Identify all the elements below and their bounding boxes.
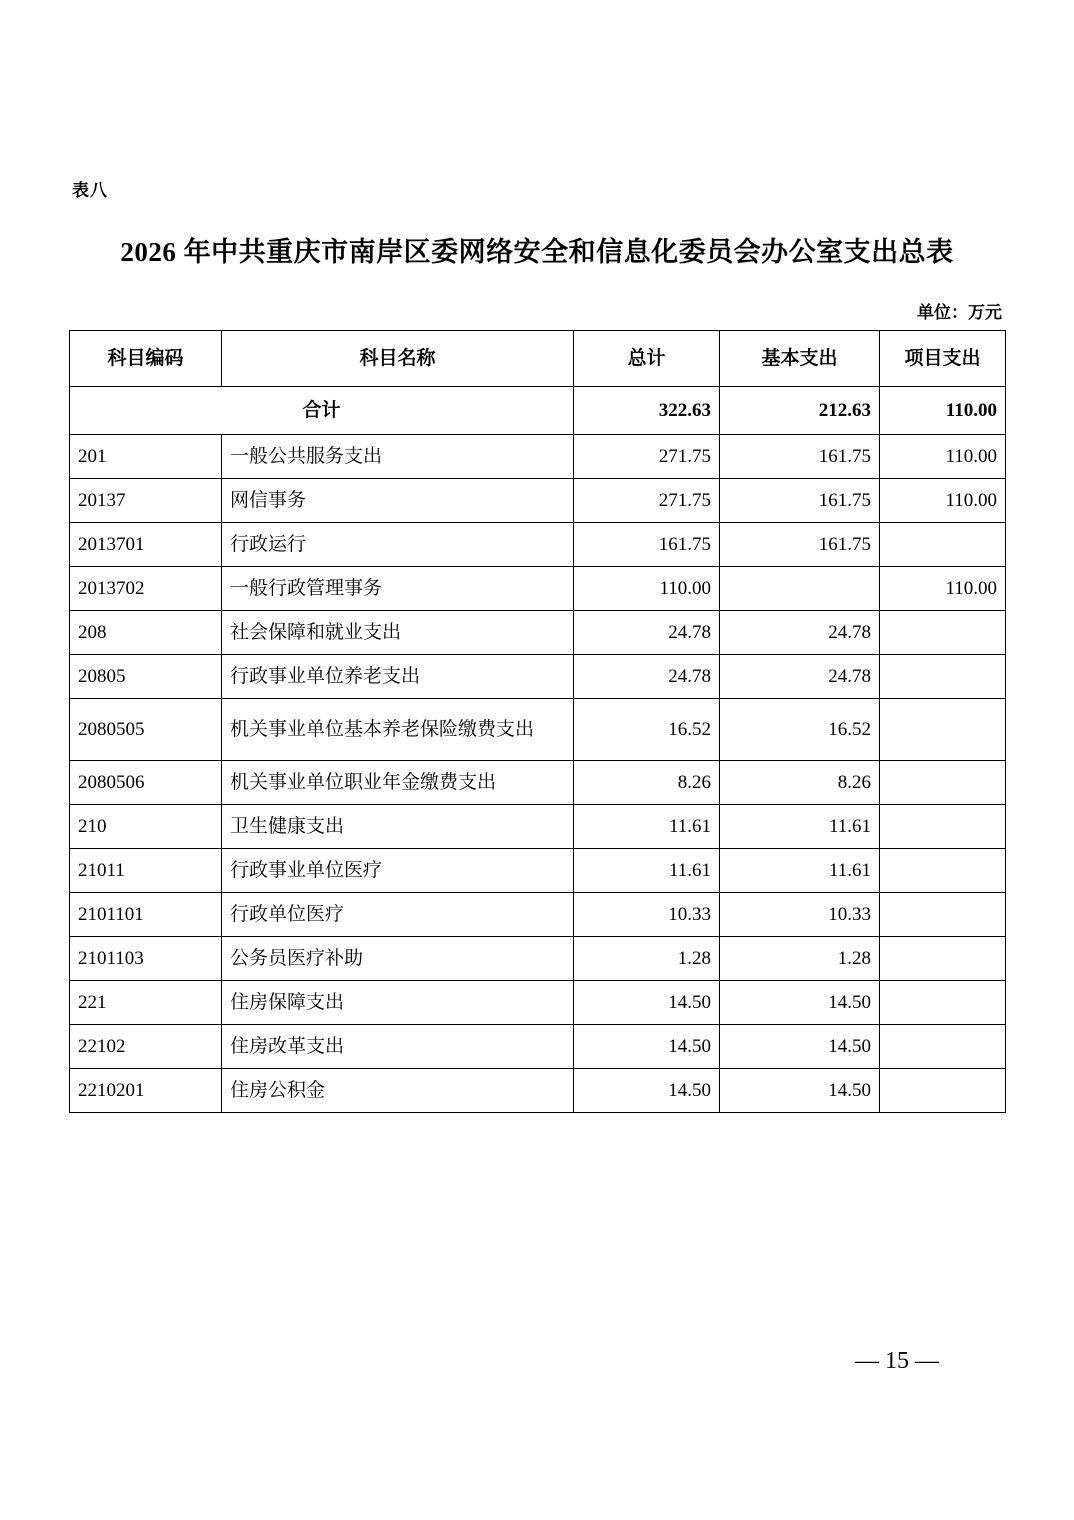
cell-basic: 16.52	[720, 699, 880, 761]
table-row	[70, 479, 1006, 523]
cell-name: 社会保障和就业支出	[222, 611, 574, 655]
table-row	[70, 761, 1006, 805]
cell-name: 行政事业单位养老支出	[222, 655, 574, 699]
table-row	[70, 655, 1006, 699]
cell-code: 2101101	[70, 893, 222, 937]
cell-project	[880, 655, 1006, 699]
cell-name: 行政事业单位医疗	[222, 849, 574, 893]
cell-code: 201	[70, 435, 222, 479]
table-row	[70, 893, 1006, 937]
cell-basic: 14.50	[720, 1069, 880, 1113]
cell-total: 14.50	[574, 1025, 720, 1069]
budget-expenditure-table	[69, 330, 1006, 1113]
cell-project: 110.00	[880, 567, 1006, 611]
cell-name: 行政运行	[222, 523, 574, 567]
cell-project	[880, 893, 1006, 937]
table-row	[70, 1069, 1006, 1113]
table-row	[70, 981, 1006, 1025]
total-row-label: 合计	[70, 387, 574, 435]
table-row	[70, 523, 1006, 567]
page-title: 2026 年中共重庆市南岸区委网络安全和信息化委员会办公室支出总表	[120, 237, 954, 267]
cell-basic: 161.75	[720, 479, 880, 523]
cell-code: 21011	[70, 849, 222, 893]
cell-code: 221	[70, 981, 222, 1025]
table-row	[70, 435, 1006, 479]
cell-code: 2013702	[70, 567, 222, 611]
cell-total: 24.78	[574, 611, 720, 655]
cell-project	[880, 937, 1006, 981]
cell-project	[880, 699, 1006, 761]
table-header-row	[70, 331, 1006, 387]
table-row	[70, 699, 1006, 761]
cell-project	[880, 805, 1006, 849]
cell-basic: 11.61	[720, 805, 880, 849]
cell-total: 24.78	[574, 655, 720, 699]
cell-name: 机关事业单位基本养老保险缴费支出	[222, 699, 574, 761]
cell-project	[880, 761, 1006, 805]
cell-total: 11.61	[574, 849, 720, 893]
table-row	[70, 567, 1006, 611]
cell-code: 208	[70, 611, 222, 655]
table-row	[70, 937, 1006, 981]
cell-basic: 161.75	[720, 435, 880, 479]
cell-name: 机关事业单位职业年金缴费支出	[222, 761, 574, 805]
cell-code: 2013701	[70, 523, 222, 567]
cell-project	[880, 1025, 1006, 1069]
cell-code: 2210201	[70, 1069, 222, 1113]
table-row	[70, 805, 1006, 849]
cell-project	[880, 981, 1006, 1025]
cell-basic: 24.78	[720, 611, 880, 655]
cell-project: 110.00	[880, 435, 1006, 479]
cell-name: 一般行政管理事务	[222, 567, 574, 611]
cell-project	[880, 523, 1006, 567]
cell-project	[880, 1069, 1006, 1113]
cell-code: 2101103	[70, 937, 222, 981]
table-body	[70, 387, 1006, 1113]
table-row	[70, 611, 1006, 655]
column-header-code: 科目编码	[70, 331, 222, 387]
cell-name: 住房公积金	[222, 1069, 574, 1113]
unit-note: 单位：万元	[917, 303, 1002, 322]
cell-basic	[720, 567, 880, 611]
cell-name: 网信事务	[222, 479, 574, 523]
column-header-total: 总计	[574, 331, 720, 387]
column-header-name: 科目名称	[222, 331, 574, 387]
cell-total: 8.26	[574, 761, 720, 805]
cell-basic: 24.78	[720, 655, 880, 699]
cell-basic: 14.50	[720, 981, 880, 1025]
total-row-basic: 212.63	[720, 387, 880, 435]
table-row	[70, 1025, 1006, 1069]
cell-name: 卫生健康支出	[222, 805, 574, 849]
cell-basic: 1.28	[720, 937, 880, 981]
page-number: — 15 —	[855, 1348, 939, 1374]
cell-code: 2080506	[70, 761, 222, 805]
cell-total: 161.75	[574, 523, 720, 567]
cell-name: 一般公共服务支出	[222, 435, 574, 479]
cell-code: 20137	[70, 479, 222, 523]
cell-name: 住房保障支出	[222, 981, 574, 1025]
cell-total: 14.50	[574, 981, 720, 1025]
column-header-basic: 基本支出	[720, 331, 880, 387]
column-header-project: 项目支出	[880, 331, 1006, 387]
total-row-project: 110.00	[880, 387, 1006, 435]
cell-code: 20805	[70, 655, 222, 699]
cell-total: 10.33	[574, 893, 720, 937]
cell-basic: 14.50	[720, 1025, 880, 1069]
cell-total: 11.61	[574, 805, 720, 849]
cell-total: 271.75	[574, 479, 720, 523]
cell-total: 16.52	[574, 699, 720, 761]
cell-basic: 11.61	[720, 849, 880, 893]
cell-name: 住房改革支出	[222, 1025, 574, 1069]
total-row-total: 322.63	[574, 387, 720, 435]
cell-project	[880, 849, 1006, 893]
cell-basic: 161.75	[720, 523, 880, 567]
cell-code: 210	[70, 805, 222, 849]
cell-code: 2080505	[70, 699, 222, 761]
cell-name: 公务员医疗补助	[222, 937, 574, 981]
table-row	[70, 849, 1006, 893]
cell-total: 271.75	[574, 435, 720, 479]
cell-total: 110.00	[574, 567, 720, 611]
cell-total: 14.50	[574, 1069, 720, 1113]
cell-code: 22102	[70, 1025, 222, 1069]
cell-basic: 8.26	[720, 761, 880, 805]
cell-basic: 10.33	[720, 893, 880, 937]
table-total-row	[70, 387, 1006, 435]
cell-project	[880, 611, 1006, 655]
cell-name: 行政单位医疗	[222, 893, 574, 937]
cell-total: 1.28	[574, 937, 720, 981]
cell-project: 110.00	[880, 479, 1006, 523]
table-label: 表八	[72, 181, 108, 200]
